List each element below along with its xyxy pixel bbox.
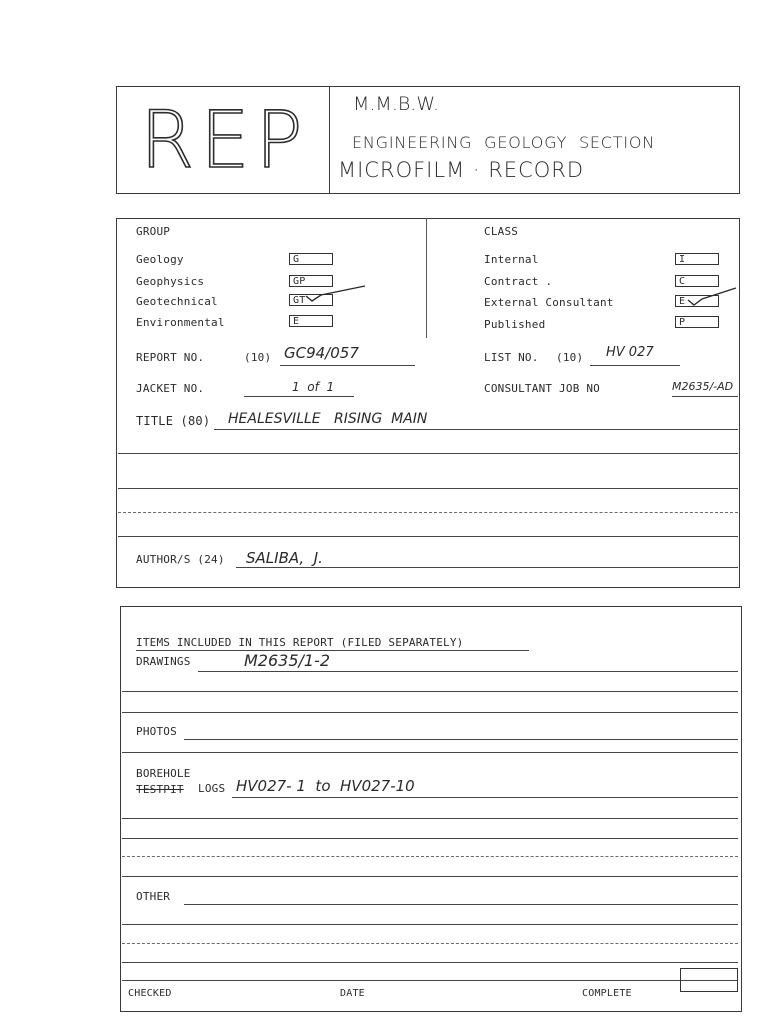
items-panel [120, 606, 742, 1012]
other-line-4 [122, 962, 738, 963]
group-checkbox-geology[interactable]: G [289, 253, 333, 265]
list-no-underline [590, 365, 680, 366]
title-line-5 [118, 536, 738, 537]
group-checkbox-environmental[interactable]: E [289, 315, 333, 327]
group-heading: GROUP [136, 225, 171, 238]
other-line-2 [122, 924, 738, 925]
complete-label: COMPLETE [582, 988, 632, 999]
class-checkbox-published[interactable]: P [675, 316, 719, 328]
date-label: DATE [340, 988, 365, 999]
list-no-length: (10) [556, 351, 584, 364]
class-checkbox-contract[interactable]: C [675, 275, 719, 287]
photos-label: PHOTOS [136, 725, 177, 738]
drawings-line-2 [122, 691, 738, 692]
title-line-2 [118, 453, 738, 454]
drawings-underline [198, 671, 738, 672]
class-label-internal: Internal [484, 253, 539, 266]
title-value[interactable]: HEALESVILLE RISING MAIN [228, 411, 428, 427]
logs-label: LOGS [198, 782, 226, 795]
group-label-geophysics: Geophysics [136, 275, 205, 288]
list-no-label: LIST NO. [484, 351, 539, 364]
class-checkbox-internal[interactable]: I [675, 253, 719, 265]
report-no-value[interactable]: GC94/057 [284, 344, 359, 362]
report-no-underline [280, 365, 415, 366]
consultant-job-value[interactable]: M2635/-AD [672, 380, 734, 393]
jacket-no-label: JACKET NO. [136, 382, 205, 395]
header-divider [329, 86, 330, 193]
group-label-environmental: Environmental [136, 316, 225, 329]
logs-line-3 [122, 838, 738, 839]
logs-value[interactable]: HV027- 1 to HV027-10 [236, 777, 415, 795]
check-mark-icon [303, 280, 369, 306]
report-no-length: (10) [244, 351, 272, 364]
title-label: TITLE (80) [136, 414, 211, 428]
check-mark-icon [686, 286, 738, 310]
class-checkbox-external-consultant[interactable]: E [675, 295, 719, 307]
logs-underline [232, 797, 738, 798]
jacket-no-underline [244, 396, 354, 397]
drawings-label: DRAWINGS [136, 655, 191, 668]
testpit-label: TESTPIT [136, 783, 184, 796]
record-title: MICROFILM · RECORD [338, 158, 585, 182]
footer-divider [122, 980, 738, 981]
logs-line-4 [122, 856, 738, 857]
group-label-geology: Geology [136, 253, 184, 266]
group-checkbox-geotechnical[interactable]: GT [289, 294, 333, 306]
title-line-3 [118, 488, 738, 489]
photos-line-2 [122, 752, 738, 753]
class-label-contract: Contract . [484, 275, 553, 288]
logs-line-5 [122, 876, 738, 877]
jacket-no-value[interactable]: 1 of 1 [292, 380, 335, 394]
other-underline [184, 904, 738, 905]
class-label-published: Published [484, 318, 546, 331]
author-label: AUTHOR/S (24) [136, 553, 225, 566]
checked-label: CHECKED [128, 988, 172, 999]
other-label: OTHER [136, 890, 171, 903]
drawings-line-3 [122, 712, 738, 713]
drawings-value[interactable]: M2635/1-2 [244, 651, 331, 670]
class-label-external-consultant: External Consultant [484, 296, 614, 309]
group-checkbox-geophysics[interactable]: GP [289, 275, 333, 287]
rep-logo: REP [140, 96, 309, 186]
consultant-job-label: CONSULTANT JOB NO [484, 382, 600, 395]
group-label-geotechnical: Geotechnical [136, 295, 218, 308]
report-no-label: REPORT NO. [136, 351, 205, 364]
author-value[interactable]: SALIBA, J. [246, 549, 323, 567]
items-heading: ITEMS INCLUDED IN THIS REPORT (FILED SEPARATELY) [136, 636, 464, 649]
other-line-3 [122, 943, 738, 944]
class-heading: CLASS [484, 225, 519, 238]
section-name: ENGINEERING GEOLOGY SECTION [352, 133, 656, 152]
items-heading-underline [136, 650, 529, 651]
logs-line-2 [122, 818, 738, 819]
title-underline [214, 429, 738, 430]
borehole-label: BOREHOLE [136, 767, 191, 780]
consultant-job-underline [672, 396, 738, 397]
title-line-4 [118, 512, 738, 513]
org-name: M.M.B.W. [353, 93, 439, 115]
photos-underline [184, 739, 738, 740]
author-underline [236, 567, 738, 568]
complete-checkbox[interactable] [680, 968, 738, 992]
list-no-value[interactable]: HV 027 [606, 345, 654, 360]
